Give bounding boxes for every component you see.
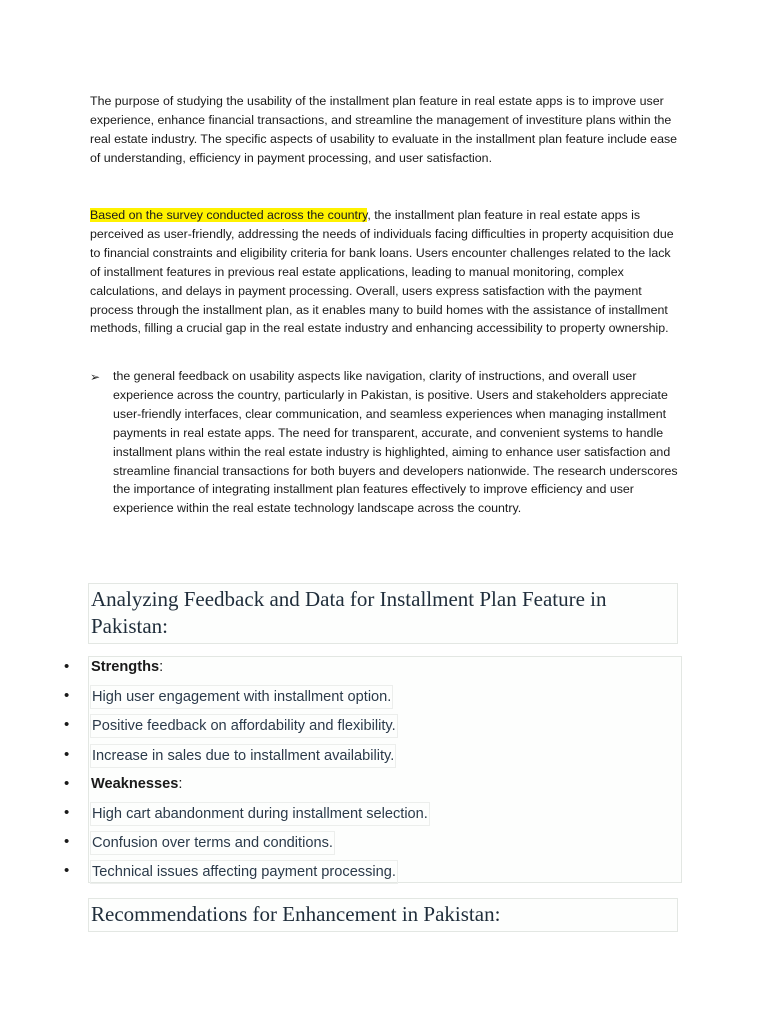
bullet-icon: • xyxy=(64,687,70,705)
bullet-icon: • xyxy=(64,862,70,880)
strength-item: Increase in sales due to installment availability. xyxy=(90,744,396,768)
feedback-arrow-text: the general feedback on usability aspects like navigation, clarity of instructions, and overall user experience across the country, particularly in Pakistan, is positive. Users and stakeholders appreciate user-friendly interfaces, clear communication, and seamless experiences when managing installment payments in real estate apps. The need for transparent, accurate, and convenient systems to handle installment plans within the real estate industry is highlighted, aiming to enhance user satisfaction and streamline financial transactions for both buyers and developers nationwide. The research underscores the importance of integrating installment plan features effectively to improve efficiency and user experience within the real estate technology landscape across the country. xyxy=(113,369,678,516)
list-item xyxy=(0,802,768,831)
survey-paragraph xyxy=(90,206,680,338)
bullet-icon: • xyxy=(64,774,70,792)
bullet-icon: • xyxy=(64,803,70,821)
feedback-arrow-item xyxy=(90,367,680,518)
bullet-icon: • xyxy=(64,716,70,734)
analysis-heading: Analyzing Feedback and Data for Installment Plan Feature in Pakistan: xyxy=(88,583,678,644)
strengths-weaknesses-list xyxy=(0,656,768,890)
list-item xyxy=(0,831,768,860)
bullet-icon: • xyxy=(64,833,70,851)
list-item xyxy=(0,714,768,743)
arrow-bullet-icon: ➢ xyxy=(90,370,101,384)
recommendations-heading: Recommendations for Enhancement in Pakistan: xyxy=(88,898,678,932)
purpose-paragraph: The purpose of studying the usability of the installment plan feature in real estate apps is to improve user experience, enhance financial transactions, and streamline the management of investiture plans within the real estate industry. The specific aspects of usability to evaluate in the installment plan feature include ease of understanding, efficiency in payment processing, and user satisfaction. xyxy=(90,94,678,165)
bullet-icon: • xyxy=(64,745,70,763)
list-item xyxy=(0,744,768,773)
strength-item: Positive feedback on affordability and flexibility. xyxy=(90,714,398,738)
strength-item: High user engagement with installment option. xyxy=(90,685,393,709)
weakness-item: Technical issues affecting payment processing. xyxy=(90,860,398,884)
bullet-icon: • xyxy=(64,658,70,675)
weaknesses-label: Weaknesses: xyxy=(91,775,183,792)
survey-paragraph-text: , the installment plan feature in real estate apps is perceived as user-friendly, addressing the needs of individuals facing difficulties in property acquisition due to financial constraints and eligibility criteria for bank loans. Users encounter challenges related to the lack of installment features in previous real estate applications, leading to manual monitoring, complex calculations, and delays in payment processing. Overall, users express satisfaction with the payment process through the installment plan, as it enables many to build homes with the assistance of installment methods, filling a crucial gap in the real estate industry and enhancing accessibility to property ownership. xyxy=(90,208,674,336)
strengths-label: Strengths: xyxy=(91,659,164,675)
weakness-item: High cart abandonment during installment selection. xyxy=(90,802,430,826)
list-item xyxy=(0,685,768,714)
highlighted-phrase: Based on the survey conducted across the country xyxy=(90,208,368,222)
list-item xyxy=(0,656,768,685)
list-item xyxy=(0,773,768,802)
list-item xyxy=(0,860,768,889)
weakness-item: Confusion over terms and conditions. xyxy=(90,831,335,855)
